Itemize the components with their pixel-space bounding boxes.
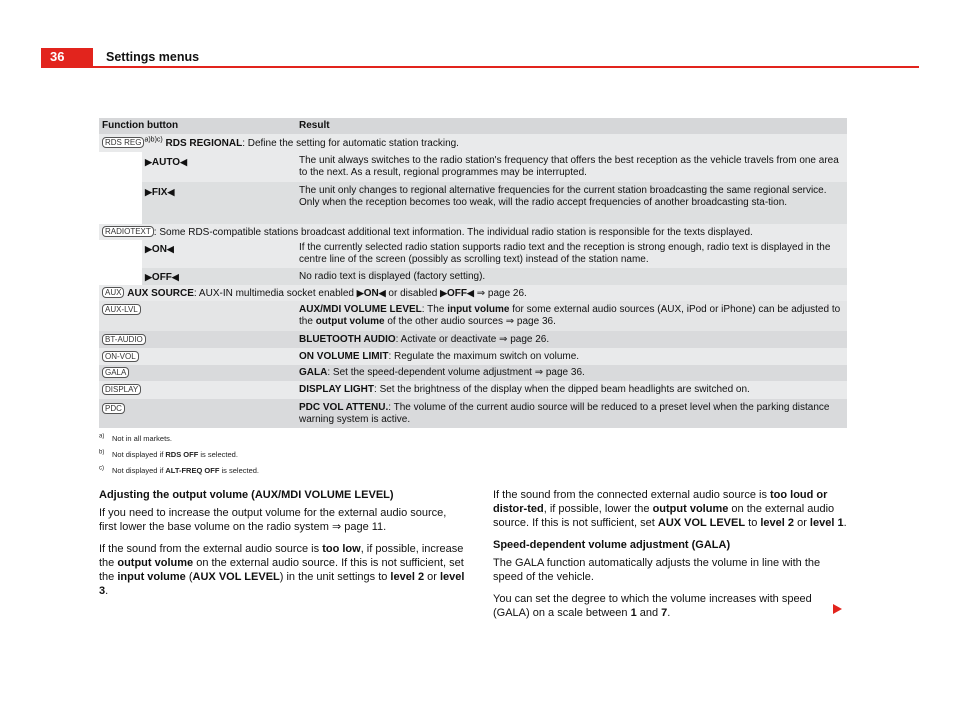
settings-table xyxy=(99,118,847,428)
gala-button-label: GALA xyxy=(102,367,129,378)
radiotext-text: : Some RDS-compatible stations broadcast additional text information. The individual radio station is responsible for the texts displayed. xyxy=(153,227,753,238)
footnote-c: $^{c)}$ Not displayed if ALT-FREQ OFF is selected. xyxy=(99,465,260,475)
triangle-right-icon: ▶ xyxy=(145,187,152,197)
triangle-right-icon: ▶ xyxy=(356,288,364,298)
gala-description: GALA: Set the speed-dependent volume adjustment ⇒ page 36. xyxy=(299,367,585,378)
pdc-button-label: PDC xyxy=(102,403,125,414)
rds-reg-button-label: RDS REG xyxy=(102,137,144,148)
radiotext-button-label: RADIOTEXT xyxy=(102,226,154,237)
on-vol-description: ON VOLUME LIMIT: Regulate the maximum switch on volume. xyxy=(299,351,580,362)
triangle-left-icon: ◀ xyxy=(180,157,187,167)
page-number: 36 xyxy=(50,49,65,64)
triangle-right-icon: ▶ xyxy=(440,288,448,298)
col-function-header: Function button xyxy=(102,120,179,131)
off-description: No radio text is displayed (factory setting). xyxy=(299,271,486,282)
paragraph: The GALA function automatically adjusts the volume in line with the speed of the vehicle. xyxy=(493,557,821,583)
on-description: If the currently selected radio station supports radio text and the reception is strong enough, radio text is displayed in the centre line of the screen (possibly as scrolling text) instead of the station name. xyxy=(299,242,831,265)
triangle-right-icon: ▶ xyxy=(145,272,152,282)
display-button-label: DISPLAY xyxy=(102,384,141,395)
right-column xyxy=(493,488,848,620)
triangle-left-icon: ◀ xyxy=(171,272,179,282)
rds-regional-name: RDS REGIONAL xyxy=(165,138,243,149)
page-title: Settings menus xyxy=(106,50,200,64)
table-row-rds xyxy=(99,134,847,152)
triangle-left-icon: ◀ xyxy=(378,288,386,298)
next-page-arrow-icon xyxy=(833,604,842,614)
footnote-b: $^{b)}$ Not displayed if RDS OFF is selected. xyxy=(99,449,238,459)
table-row-bt-audio xyxy=(99,331,847,348)
aux-off-label: OFF xyxy=(447,288,468,299)
aux-source-name: AUX SOURCE xyxy=(127,288,194,299)
aux-lvl-description: AUX/MDI VOLUME LEVEL: The input volume for some external audio sources (AUX, iPod or iPhone) can be adjusted to the output volume of the other audio sources ⇒ page 36. xyxy=(299,304,841,327)
triangle-right-icon: ▶ xyxy=(145,244,152,254)
table-row-on-vol xyxy=(99,348,847,365)
paragraph: You can set the degree to which the volume increases with speed (GALA) on a scale between 1 and 7. xyxy=(493,593,812,619)
on-option: ▶ON◀ xyxy=(145,244,174,255)
aux-text-or: or disabled xyxy=(388,288,438,299)
bt-audio-description: BLUETOOTH AUDIO: Activate or deactivate ⇒ page 26. xyxy=(299,334,550,345)
table-row-gala xyxy=(99,365,847,381)
section-heading: Speed-dependent volume adjustment (GALA) xyxy=(493,539,731,551)
left-column xyxy=(99,488,466,598)
table-row-auto xyxy=(99,152,847,182)
fix-option: ▶FIX◀ xyxy=(145,187,175,198)
fix-description: The unit only changes to regional alternative frequencies for the current station broadcasting the same regional service. Only when the reception becomes too weak, will the radio accept frequencies of another broadcasting sta-tion. xyxy=(299,185,827,208)
triangle-left-icon: ◀ xyxy=(467,288,474,298)
page-number-box xyxy=(41,48,93,68)
col-result-header: Result xyxy=(299,120,330,131)
on-vol-button-label: ON-VOL xyxy=(102,351,139,362)
triangle-left-icon: ◀ xyxy=(166,244,174,254)
aux-page-ref: ⇒ page 26. xyxy=(476,288,527,299)
table-header xyxy=(99,118,847,134)
table-row-aux-lvl xyxy=(99,301,847,331)
paragraph: If the sound from the external audio source is too low, if possible, increase the output volume on the external audio source. If this is not sufficient, set the input volume (AUX VOL LEVEL) in the unit settings to level 2 or level 3. xyxy=(99,543,465,597)
table-row-off xyxy=(99,268,847,285)
footnote-ref: a)b)c) xyxy=(144,136,163,144)
table-row-display xyxy=(99,381,847,399)
display-description: DISPLAY LIGHT: Set the brightness of the display when the dipped beam headlights are switched on. xyxy=(299,384,750,395)
off-option: ▶OFF◀ xyxy=(145,272,179,283)
table-row-aux xyxy=(99,285,847,301)
bt-audio-button-label: BT-AUDIO xyxy=(102,334,146,345)
paragraph: If you need to increase the output volume for the external audio source, first lower the base volume on the radio system ⇒ page 11. xyxy=(99,507,447,533)
aux-button-label: AUX xyxy=(102,287,124,298)
paragraph: If the sound from the connected external audio source is too loud or distor-ted, if possible, lower the output volume on the external audio source. If this is not sufficient, set AUX VOL LEVEL to level 2 or level 1. xyxy=(493,489,847,529)
aux-text: : AUX-IN multimedia socket enabled xyxy=(193,288,354,299)
aux-lvl-button-label: AUX-LVL xyxy=(102,304,141,315)
table-row-pdc xyxy=(99,399,847,428)
footnote-a: $^{a)}$ Not in all markets. xyxy=(99,433,173,443)
triangle-right-icon: ▶ xyxy=(145,157,152,167)
header-rule xyxy=(93,66,919,68)
table-row-on xyxy=(99,240,847,268)
triangle-left-icon: ◀ xyxy=(167,187,175,197)
section-heading: Adjusting the output volume (AUX/MDI VOLUME LEVEL) xyxy=(99,489,394,501)
table-row-radiotext xyxy=(99,224,847,240)
pdc-description: PDC VOL ATTENU.: The volume of the current audio source will be reduced to a preset level when the parking distance warning system is active. xyxy=(299,402,830,425)
auto-option: ▶AUTO◀ xyxy=(145,157,187,168)
aux-on-label: ON xyxy=(363,288,379,299)
auto-description: The unit always switches to the radio station's frequency that offers the best reception as the vehicle travels from one area to the next. As a result, regional programmes may be interrupted. xyxy=(299,155,839,178)
table-row-fix xyxy=(99,182,847,224)
rds-regional-text: : Define the setting for automatic station tracking. xyxy=(242,138,459,149)
